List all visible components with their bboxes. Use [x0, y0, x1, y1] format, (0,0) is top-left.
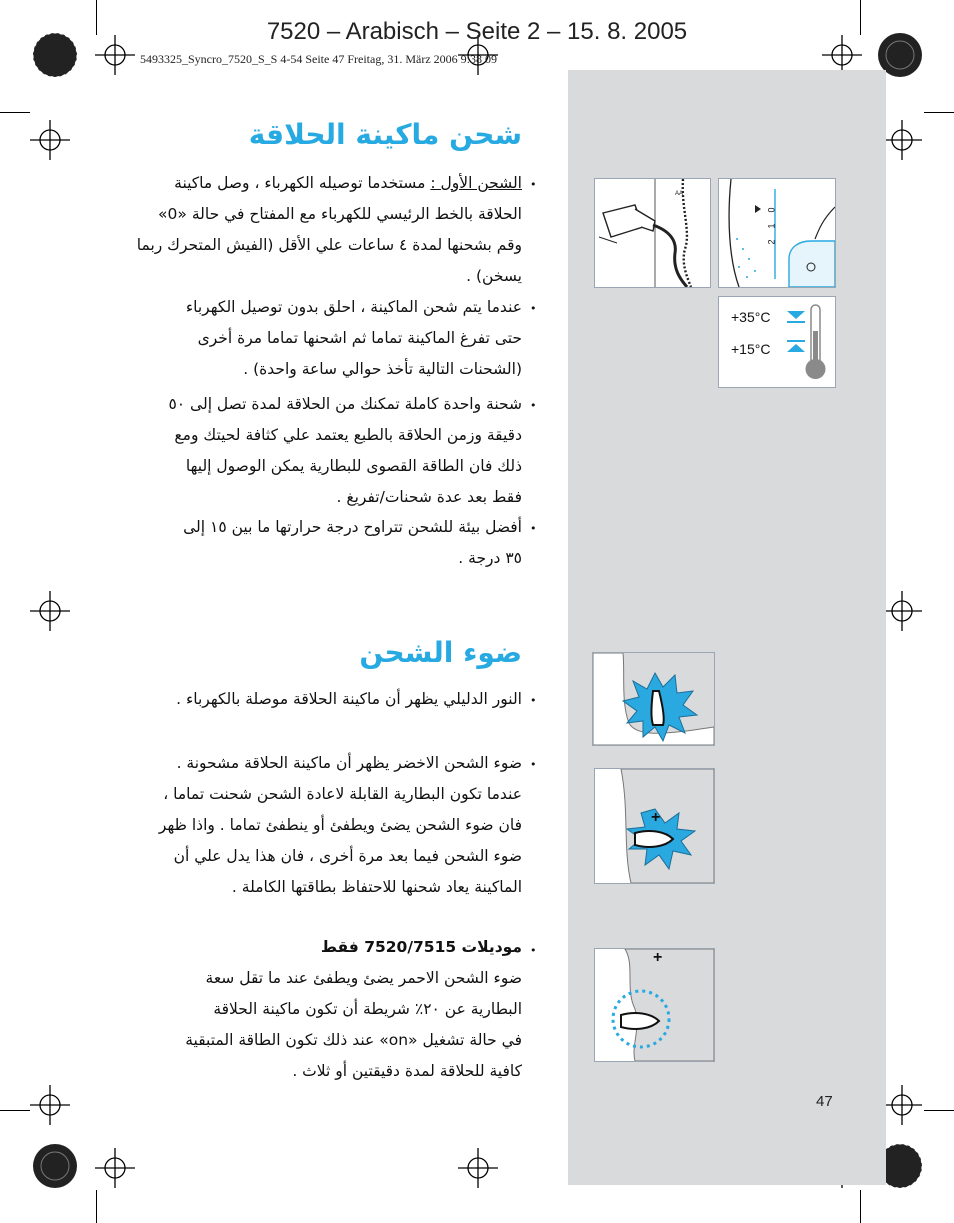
section-title-charging: شحن ماكينة الحلاقة — [248, 118, 522, 151]
header-meta: 5493325_Syncro_7520_S_S 4-54 Seite 47 Freitag, 31. März 2006 9:38 09 — [140, 52, 497, 66]
bullet-red-light: موديلات 7520/7515 فقط ضوء الشحن الاحمر يضئ ويطفئ عند ما تقل سعة البطارية عن ٢٠٪ شريطة أن تكون ماكينة الحلاقة في حالة تشغيل «on» عند ذلك تكون الطاقة المتبقية كافية للحلاقة لمدة دقيقتين أو ثلاث . — [122, 932, 522, 1087]
bullet-dot: • — [530, 302, 537, 315]
temp-low-label: +15°C — [731, 341, 771, 357]
figure-red-light — [594, 948, 715, 1062]
figure-switch — [718, 178, 836, 288]
switch-label-1: 1 — [766, 223, 777, 229]
bullet-discharge: عندما يتم شحن الماكينة ، احلق بدون توصيل الكهرباء حتى تفرغ الماكينة تماما ثم اشحنها تماما مرة أخرى (الشحنات التالية تأخذ حوالي ساعة واحدة) . — [185, 298, 522, 378]
bullet-full-charge: شحنة واحدة كاملة تمكنك من الحلاقة لمدة تصل إلى ٥٠ دقيقة وزمن الحلاقة بالطبع يعتمد علي كثافة لحيتك ومع ذلك فان الطاقة القصوى للبطارية يمكن الوصول إليها فقط بعد عدة شحنات/تفريغ . — [168, 395, 522, 506]
bullet-dot: • — [530, 944, 537, 957]
temp-high-label: +35°C — [731, 309, 771, 325]
switch-label-2: 2 — [766, 239, 777, 245]
header-title: 7520 – Arabisch – Seite 2 – 15. 8. 2005 — [266, 18, 688, 45]
section-title-light: ضوء الشحن — [359, 636, 522, 669]
page-number: 47 — [816, 1093, 833, 1110]
bullet-dot: • — [530, 758, 537, 771]
bullet-dot: • — [530, 694, 537, 707]
brand-label: BRAUN — [603, 659, 615, 699]
first-charge-lead: الشحن الأول : — [430, 174, 522, 192]
bullet-dot: • — [530, 522, 537, 535]
figure-plug-cord — [594, 178, 711, 288]
figure-temperature — [718, 296, 836, 388]
switch-label-0: 0 — [766, 207, 777, 213]
figure-pilot-light — [592, 652, 715, 746]
figure-green-light — [594, 768, 715, 884]
plus-sign: + — [653, 949, 663, 966]
bullet-pilot-light: النور الدليلي يظهر أن ماكينة الحلاقة موصلة بالكهرباء . — [176, 690, 522, 708]
bullet-dot: • — [530, 178, 537, 191]
switch-illustration — [719, 179, 835, 287]
bullet-temperature: أفضل بيئة للشحن تتراوح درجة حرارتها ما بين ١٥ إلى ٣٥ درجة . — [183, 518, 522, 567]
cord-text: AA — [675, 191, 684, 197]
bullet-dot: • — [530, 399, 537, 412]
bullet-green-light: ضوء الشحن الاخضر يظهر أن ماكينة الحلاقة مشحونة . عندما تكون البطارية القابلة لاعادة الشحن شحنت تماما ، فان ضوء الشحن يضئ ويطفئ أو ينطفئ تماما . واذا ظهر ضوء الشحن فيما بعد مرة أخرى ، فان هذا يدل علي أن الماكينة يعاد شحنها للاحتفاظ بطاقتها الكاملة . — [158, 754, 522, 896]
bullet-first-charge: الشحن الأول : مستخدما توصيله الكهرباء ، وصل ماكينة الحلاقة بالخط الرئيسي للكهرباء مع المفتاح في حالة «0» وقم بشحنها لمدة ٤ ساعات علي الأقل (الفيش المتحرك ربما يسخن) . — [136, 174, 522, 285]
plus-sign: + — [651, 809, 661, 826]
plug-illustration — [595, 179, 710, 287]
models-lead: موديلات 7520/7515 فقط — [320, 938, 522, 956]
